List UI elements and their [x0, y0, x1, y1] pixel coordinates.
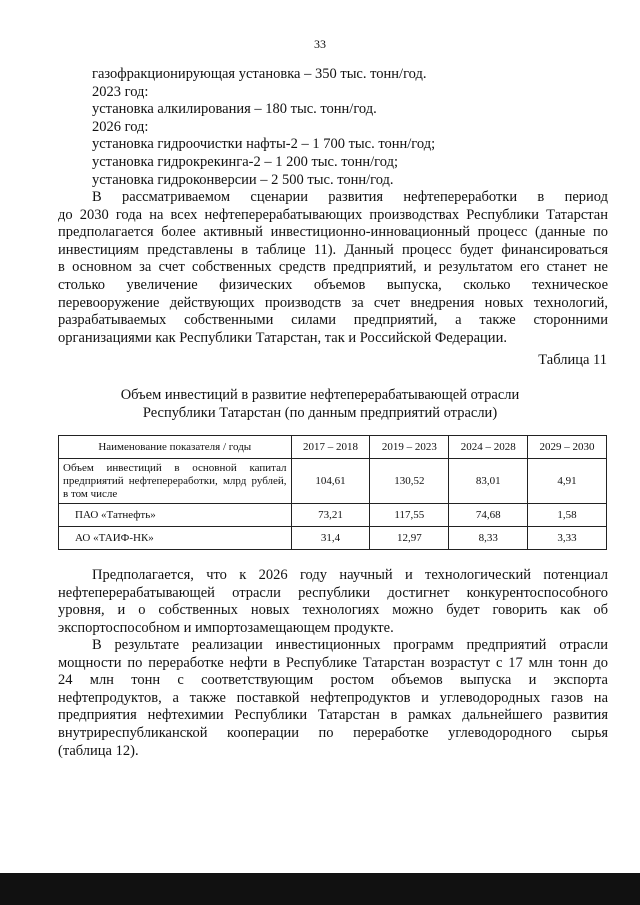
table-label: Таблица 11 [538, 352, 607, 368]
table-row [59, 459, 607, 504]
paragraph-line: мощности по переработке нефти в Республике Татарстан возрастут с 17 млн тонн до [58, 654, 608, 671]
paragraph-line: предприятия нефтехимии Республики Татарстан в рамках дальнейшего развития [58, 707, 608, 724]
table-cell: 83,01 [449, 459, 528, 504]
list-item: установка гидроочистки нафты-2 – 1 700 тыс. тонн/год; [92, 136, 436, 153]
table-cell: 3,33 [528, 527, 607, 550]
paragraph-line: В результате реализации инвестиционных программ предприятий отрасли [92, 637, 608, 653]
table-cell: 8,33 [449, 527, 528, 550]
table-header-cell: 2029 – 2030 [528, 436, 607, 459]
paragraph-line: нефтеперерабатывающей отрасли республики достигнет конкурентоспособного [58, 584, 608, 601]
list-item: газофракционирующая установка – 350 тыс. тонн/год. [92, 66, 427, 82]
paragraph-line: в основном за счет собственных средств предприятий, и результатом его станет не [58, 259, 608, 276]
table-cell: 117,55 [370, 504, 449, 527]
paragraph-line: Предполагается, что к 2026 году научный и технологический потенциал [92, 567, 608, 583]
paragraph-line: (таблица 12). [58, 742, 139, 759]
list-item: установка алкилирования – 180 тыс. тонн/год. [92, 101, 377, 118]
table-header-cell: 2019 – 2023 [370, 436, 449, 459]
table-cell: 31,4 [291, 527, 370, 550]
paragraph-line: инвестициям представлены в таблице 11). Данный процесс будет финансироваться [58, 241, 608, 258]
list-item: установка гидрокрекинга-2 – 1 200 тыс. тонн/год; [92, 153, 399, 170]
paragraph-line: до 2030 года на всех нефтеперерабатывающих производствах Республики Татарстан [58, 206, 608, 223]
paragraph-investment-scenario [58, 189, 608, 347]
capacity-list [92, 66, 435, 189]
paragraph-line: В рассматриваемом сценарии развития нефтепереработки в период [92, 189, 608, 205]
table-row [59, 527, 607, 550]
table-header-cell: 2017 – 2018 [291, 436, 370, 459]
paragraph-line: предполагается более активный инвестиционно-инновационный процесс (данные по [58, 224, 608, 241]
table-row-label: Объем инвестиций в основной капитал предприятий нефтепереработки, млрд рублей, в том числе [59, 459, 292, 504]
table-header-row [59, 436, 607, 459]
paragraph-line: перевооружение действующих производств за счет внедрения новых технологий, [58, 294, 608, 311]
paragraph-capacity-growth [58, 637, 608, 760]
table-header-cell: 2024 – 2028 [449, 436, 528, 459]
table-title-line: Объем инвестиций в развитие нефтеперерабатывающей отрасли [120, 387, 520, 403]
page-number: 33 [314, 37, 326, 51]
table-header-cell: Наименование показателя / годы [59, 436, 292, 459]
list-item: 2026 год: [92, 118, 149, 135]
paragraph-line: уровня, и о собственных новых технологиях можно будет говорить как об [58, 602, 608, 619]
paragraph-line: столько увеличение физических объемов выпуска, сколько техническое [58, 276, 608, 293]
paragraph-line: организациями как Республики Татарстан, так и Российской Федерации. [58, 329, 507, 346]
scan-bottom-edge [0, 873, 640, 905]
paragraph-line: разрабатываемых собственными силами предприятий, а также сторонними [58, 312, 608, 329]
table-cell: 1,58 [528, 504, 607, 527]
table-cell: 4,91 [528, 459, 607, 504]
table-cell: 73,21 [291, 504, 370, 527]
paragraph-line: нефтепродуктов, а также поставкой нефтепродуктов и углеводородных газов на [58, 689, 608, 706]
table-cell: 74,68 [449, 504, 528, 527]
list-item: 2023 год: [92, 83, 149, 100]
paragraph-tech-potential [58, 567, 608, 637]
table-row-label: АО «ТАИФ-НК» [59, 527, 292, 550]
list-item: установка гидроконверсии – 2 500 тыс. тонн/год. [92, 171, 394, 188]
paragraph-line: экспортоспособном и импортозамещающем продукте. [58, 619, 394, 636]
table-cell: 12,97 [370, 527, 449, 550]
paragraph-line: 24 млн тонн с соответствующим ростом объемов выпуска и экспорта [58, 672, 608, 689]
table-row-label: ПАО «Татнефть» [59, 504, 292, 527]
table-cell: 130,52 [370, 459, 449, 504]
table-title-line: Республики Татарстан (по данным предприятий отрасли) [142, 405, 498, 421]
investment-table [58, 435, 607, 550]
table-cell: 104,61 [291, 459, 370, 504]
paragraph-line: внутриреспубликанской кооперации по переработке углеводородного сырья [58, 724, 608, 741]
table-row [59, 504, 607, 527]
